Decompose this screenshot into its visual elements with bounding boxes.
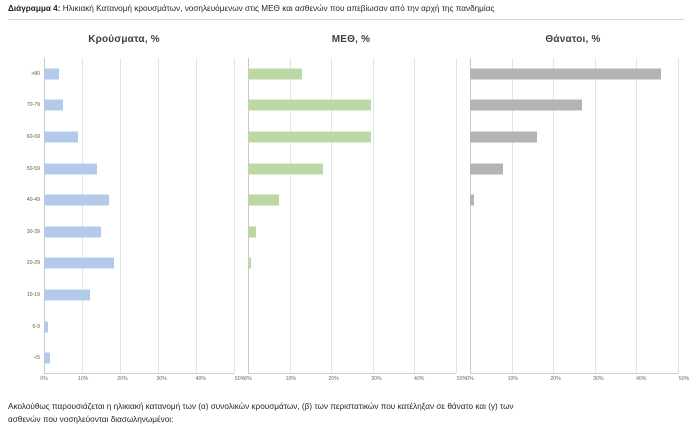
x-axis-line-deaths xyxy=(470,373,678,374)
x-tick-label: 10% xyxy=(507,376,518,382)
chart-title-cases: Κρούσματα, % xyxy=(88,34,160,45)
plot-area-cases xyxy=(44,58,234,374)
x-tick-label: 50% xyxy=(456,376,468,382)
x-tick-label: 10% xyxy=(285,376,296,382)
chart-panel-cases xyxy=(8,28,246,396)
bar-10-19 xyxy=(44,289,90,300)
x-tick-label: 40% xyxy=(413,376,425,382)
bar-row xyxy=(470,311,678,343)
bar-30-39 xyxy=(44,226,101,237)
x-tick-label: 40% xyxy=(635,376,647,382)
y-tick-label: <5 xyxy=(34,355,40,362)
bar-50-59 xyxy=(470,163,503,174)
x-tick-label: 20% xyxy=(328,376,339,382)
bar-70-79 xyxy=(248,100,371,111)
x-tick-label: 0% xyxy=(40,376,48,382)
bar-row xyxy=(44,216,234,248)
bar-row xyxy=(44,311,234,343)
y-tick-label: 50-59 xyxy=(26,165,40,172)
bar->80 xyxy=(470,68,661,79)
bar-40-49 xyxy=(248,195,279,206)
x-axis-ticks-cases xyxy=(40,376,246,388)
y-axis-labels-cases xyxy=(8,58,44,374)
chart-panel-icu xyxy=(240,28,468,396)
figure-caption-label: Διάγραμμα 4: xyxy=(8,4,61,13)
y-tick-label: 10-19 xyxy=(26,291,40,298)
bar-row xyxy=(44,121,234,153)
figure-footer xyxy=(8,400,684,426)
gridline xyxy=(456,58,457,374)
bar-40-49 xyxy=(470,195,474,206)
bar-row xyxy=(248,90,456,122)
x-tick-label: 30% xyxy=(593,376,604,382)
bar-row xyxy=(470,184,678,216)
bar-row xyxy=(44,153,234,185)
bar-row xyxy=(248,216,456,248)
bar-row xyxy=(470,248,678,280)
y-tick-label: 70-79 xyxy=(26,102,40,109)
bar-row xyxy=(470,153,678,185)
bar-row xyxy=(248,153,456,185)
bar-row xyxy=(248,248,456,280)
chart-panel-deaths xyxy=(462,28,690,396)
x-axis-line-cases xyxy=(44,373,234,374)
bar-row xyxy=(248,184,456,216)
figure-caption xyxy=(8,3,684,15)
bar-30-39 xyxy=(248,226,256,237)
bar-row xyxy=(470,90,678,122)
bar-row xyxy=(470,216,678,248)
bar-70-79 xyxy=(470,100,582,111)
charts-container xyxy=(8,28,690,396)
x-axis-ticks-icu xyxy=(244,376,468,388)
plot-icu xyxy=(240,58,456,374)
bar-5-9 xyxy=(44,321,48,332)
footer-line-2: ασθενών που νοσηλεύονται διασωληνωμένοι: xyxy=(8,415,174,424)
plot-cases xyxy=(8,58,234,374)
y-tick-label: 30-39 xyxy=(26,228,40,235)
caption-divider xyxy=(8,19,684,20)
figure-caption-text: Ηλικιακή Κατανομή κρουσμάτων, νοσηλευόμενων στις ΜΕΘ και ασθενών που απεβίωσαν από την αρχή της πανδημίας xyxy=(60,4,495,13)
plot-area-icu xyxy=(248,58,456,374)
bar-20-29 xyxy=(248,258,251,269)
y-axis-labels-icu xyxy=(240,58,248,374)
bar-row xyxy=(44,90,234,122)
y-tick-label: 20-29 xyxy=(26,260,40,267)
y-tick-label: 5-9 xyxy=(32,323,40,330)
bar-row xyxy=(44,184,234,216)
y-tick-label: 60-69 xyxy=(26,133,40,140)
bar-40-49 xyxy=(44,195,109,206)
x-tick-label: 50% xyxy=(678,376,690,382)
plot-area-deaths xyxy=(470,58,678,374)
bar-row xyxy=(248,121,456,153)
y-tick-label: 40-49 xyxy=(26,197,40,204)
bar-row xyxy=(44,248,234,280)
x-axis-line-icu xyxy=(248,373,456,374)
bar-row xyxy=(470,279,678,311)
x-tick-label: 0% xyxy=(466,376,474,382)
bar-row xyxy=(248,58,456,90)
bar-60-69 xyxy=(248,131,371,142)
bar-70-79 xyxy=(44,100,63,111)
bar-50-59 xyxy=(248,163,323,174)
x-tick-label: 20% xyxy=(550,376,561,382)
bar-row xyxy=(44,58,234,90)
bars-cases xyxy=(44,58,234,374)
bar-row xyxy=(248,342,456,374)
x-tick-label: 0% xyxy=(244,376,252,382)
chart-title-deaths: Θάνατοι, % xyxy=(545,34,601,45)
chart-title-icu: ΜΕΘ, % xyxy=(331,34,371,45)
footer-line-1: Ακολούθως παρουσιάζεται η ηλικιακή κατανομή των (α) συνολικών κρουσμάτων, (β) των περιστατικών που κατέληξαν σε θάνατο και (γ) των xyxy=(8,402,514,411)
x-axis-ticks-deaths xyxy=(466,376,690,388)
bar-60-69 xyxy=(44,131,78,142)
x-tick-label: 10% xyxy=(77,376,89,382)
bar->80 xyxy=(44,68,59,79)
bars-deaths xyxy=(470,58,678,374)
y-axis-labels-deaths xyxy=(462,58,470,374)
bar->80 xyxy=(248,68,302,79)
bar-20-29 xyxy=(44,258,114,269)
plot-deaths xyxy=(462,58,678,374)
y-tick-label: >80 xyxy=(31,70,40,77)
bar-row xyxy=(470,342,678,374)
bar-row xyxy=(248,311,456,343)
x-tick-label: 30% xyxy=(371,376,382,382)
x-tick-label: 20% xyxy=(117,376,128,382)
gridline xyxy=(234,58,235,374)
bar-row xyxy=(44,342,234,374)
bar-row xyxy=(470,121,678,153)
x-tick-label: 50% xyxy=(234,376,246,382)
bar-<5 xyxy=(44,353,50,364)
bar-row xyxy=(470,58,678,90)
bar-row xyxy=(248,279,456,311)
bar-60-69 xyxy=(470,131,537,142)
x-tick-label: 30% xyxy=(156,376,167,382)
bar-row xyxy=(44,279,234,311)
gridline xyxy=(678,58,679,374)
bar-50-59 xyxy=(44,163,97,174)
bars-icu xyxy=(248,58,456,374)
x-tick-label: 40% xyxy=(195,376,206,382)
